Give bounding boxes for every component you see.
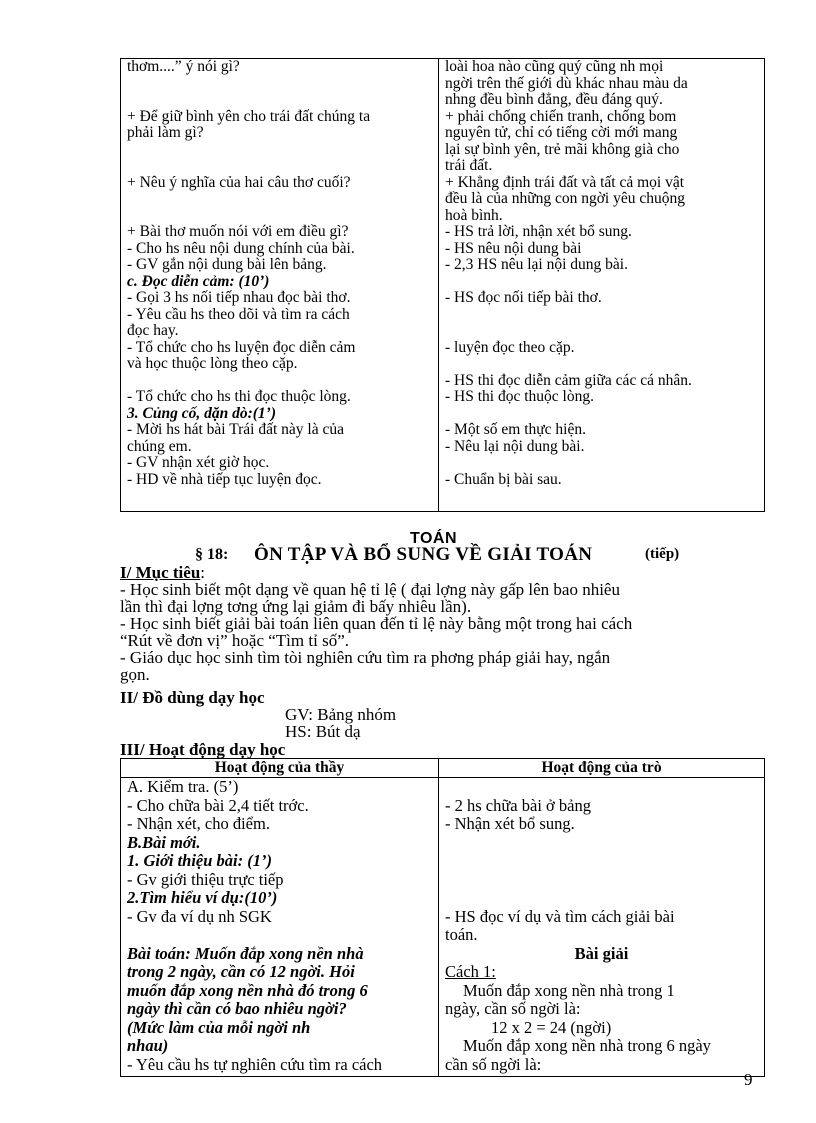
- text-line: [127, 208, 432, 225]
- text-line: phải làm gì?: [127, 125, 204, 141]
- text-line: - HS nêu nội dung bài: [445, 240, 582, 257]
- text-line: đều là của những con ngời yêu chuộng: [445, 191, 685, 207]
- text-line: - GV gắn nội dung bài lên bảng.: [127, 257, 327, 273]
- text-line: cần số ngời là:: [445, 1055, 542, 1074]
- text-line: Muốn đắp xong nền nhà trong 1: [463, 981, 675, 1000]
- text-line: - Nêu lại nội dung bài.: [445, 438, 585, 455]
- objectives-heading: I/ Mục tiêu: [120, 563, 201, 582]
- text-line: [445, 406, 758, 423]
- text-line: nhau): [127, 1037, 169, 1055]
- text-line: - HS trả lời, nhận xét bổ sung.: [445, 224, 632, 240]
- objective-line: lần thì đại lợng tơng ứng lại giảm đi bấy nhiêu lần).: [120, 597, 472, 616]
- text-line: [445, 455, 758, 472]
- text-line: [445, 871, 758, 890]
- text-line: - Yêu cầu hs theo dõi và tìm ra cách: [127, 306, 350, 323]
- text-line: c. Đọc diễn cảm: (10’): [127, 273, 270, 290]
- objective-line: - Học sinh biết một dạng về quan hệ tỉ lệ ( đại lợng này gấp lên bao nhiêu: [120, 580, 620, 599]
- text-line: + Khẳng định trái đất và tất cả mọi vật: [445, 174, 685, 191]
- materials-gv: GV: Bảng nhóm: [285, 705, 397, 724]
- text-line: - HS thi đọc diễn cảm giữa các cá nhân.: [445, 372, 692, 389]
- objective-line: - Giáo dục học sinh tìm tòi nghiên cứu tìm ra phơng pháp giải hay, ngắn: [120, 648, 611, 667]
- text-line: A. Kiểm tra. (5’): [127, 778, 239, 796]
- text-line: [445, 889, 758, 908]
- page-number: 9: [744, 1070, 753, 1089]
- text-line: [127, 191, 432, 208]
- activities-section: [120, 741, 760, 758]
- text-line: B.Bài mới.: [127, 833, 201, 852]
- materials-section: [120, 689, 760, 740]
- text-line: - Gọi 3 hs nối tiếp nhau đọc bài thơ.: [127, 290, 351, 306]
- text-line: - Cho hs nêu nội dung chính của bài.: [127, 240, 355, 257]
- lesson-title-suffix: (tiếp): [645, 546, 680, 562]
- text-line: [127, 142, 432, 159]
- student-column: [439, 778, 765, 1077]
- text-line: nhng đều bình đẳng, đều đáng quý.: [445, 92, 663, 108]
- subject-title: TOÁN: [410, 530, 458, 547]
- text-line: 12 x 2 = 24 (ngời): [491, 1018, 612, 1037]
- text-line: - Tổ chức cho hs luyện đọc diễn cảm: [127, 339, 356, 356]
- text-line: trái đất.: [445, 158, 493, 174]
- text-line: Muốn đắp xong nền nhà trong 6 ngày: [463, 1037, 711, 1055]
- text-line: - HS đọc nối tiếp bài thơ.: [445, 290, 602, 306]
- teacher-column: [121, 59, 439, 512]
- text-line: chúng em.: [127, 438, 192, 455]
- objectives-heading-colon: :: [200, 563, 206, 582]
- text-line: [127, 926, 432, 945]
- text-line: Bài toán: Muốn đắp xong nền nhà: [127, 944, 364, 963]
- text-line: - HD về nhà tiếp tục luyện đọc.: [127, 471, 322, 488]
- text-line: 2.Tìm hiểu ví dụ:(10’): [127, 889, 278, 907]
- text-line: + Để giữ bình yên cho trái đất chúng ta: [127, 108, 371, 125]
- text-line: - 2,3 HS nêu lại nội dung bài.: [445, 257, 628, 273]
- text-line: - Gv đa ví dụ nh SGK: [127, 907, 272, 926]
- text-line: (Mức làm của mỗi ngời nh: [127, 1018, 311, 1037]
- text-line: - Gv giới thiệu trực tiếp: [127, 870, 284, 889]
- text-line: ngời trên thế giới dù khác nhau màu da: [445, 75, 688, 92]
- text-line: - HS đọc ví dụ và tìm cách giải bài: [445, 907, 675, 926]
- header-student: Hoạt động của trò: [439, 759, 765, 778]
- text-line: [127, 92, 432, 109]
- text-line: lại sự bình yên, trẻ mãi không già cho: [445, 141, 680, 158]
- student-column: [439, 59, 765, 512]
- materials-heading: II/ Đồ dùng dạy học: [120, 688, 265, 707]
- text-line: 3. Củng cố, dặn dò:(1’): [127, 405, 276, 422]
- text-line: đọc hay.: [127, 323, 179, 339]
- text-line: - luyện đọc theo cặp.: [445, 339, 575, 356]
- activity-table-continued: [120, 58, 765, 512]
- objective-line: - Học sinh biết giải bài toán liên quan đến tỉ lệ này bằng một trong hai cách: [120, 614, 633, 633]
- text-line: Cách 1:: [445, 963, 496, 981]
- text-line: - Chuẩn bị bài sau.: [445, 471, 562, 488]
- text-line: + phải chống chiến tranh, chống bom: [445, 108, 677, 125]
- text-line: trong 2 ngày, cần có 12 ngời. Hỏi: [127, 963, 355, 981]
- text-line: 1. Giới thiệu bài: (1’): [127, 852, 272, 870]
- text-line: - 2 hs chữa bài ở bảng: [445, 796, 591, 815]
- activity-table: [120, 758, 765, 1077]
- activities-heading: III/ Hoạt động dạy học: [120, 740, 286, 759]
- text-line: Bài giải: [574, 944, 629, 963]
- text-line: [445, 778, 758, 797]
- text-line: [445, 307, 758, 324]
- text-line: + Nêu ý nghĩa của hai câu thơ cuối?: [127, 174, 351, 191]
- text-line: [127, 76, 432, 93]
- objective-line: gọn.: [120, 665, 150, 684]
- objective-line: “Rút về đơn vị” hoặc “Tìm tỉ số”.: [120, 631, 349, 650]
- text-line: thơm....” ý nói gì?: [127, 59, 240, 75]
- text-line: - Cho chữa bài 2,4 tiết trớc.: [127, 796, 309, 815]
- text-line: muốn đắp xong nền nhà đó trong 6: [127, 981, 368, 1000]
- text-line: [445, 834, 758, 853]
- text-line: ngày, cần số ngời là:: [445, 1000, 581, 1018]
- header-teacher: Hoạt động của thầy: [121, 759, 439, 778]
- text-line: [127, 373, 432, 390]
- text-line: - GV nhận xét giờ học.: [127, 455, 270, 471]
- text-line: - Một số em thực hiện.: [445, 422, 586, 438]
- text-line: [445, 274, 758, 291]
- lesson-number: § 18:: [195, 546, 229, 563]
- materials-hs: HS: Bút dạ: [285, 722, 361, 741]
- text-line: - Tổ chức cho hs thi đọc thuộc lòng.: [127, 389, 351, 405]
- lesson-title: ÔN TẬP VÀ BỔ SUNG VỀ GIẢI TOÁN: [254, 544, 593, 565]
- text-line: [445, 323, 758, 340]
- text-line: - HS thi đọc thuộc lòng.: [445, 389, 594, 405]
- text-line: - Mời hs hát bài Trái đất này là của: [127, 422, 344, 438]
- text-line: - Nhận xét bổ sung.: [445, 815, 575, 833]
- teacher-column: [121, 778, 439, 1077]
- text-line: nguyên tử, chỉ có tiếng cời mới mang: [445, 125, 678, 141]
- text-line: [445, 852, 758, 871]
- text-line: ngày thì cần có bao nhiêu ngời?: [127, 1000, 347, 1018]
- text-line: - Nhận xét, cho điểm.: [127, 815, 270, 833]
- text-line: + Bài thơ muốn nói với em điều gì?: [127, 224, 349, 240]
- text-line: toán.: [445, 926, 478, 944]
- text-line: loài hoa nào cũng quý cũng nh mọi: [445, 59, 664, 75]
- objectives-section: [120, 564, 760, 683]
- text-line: - Yêu cầu hs tự nghiên cứu tìm ra cách: [127, 1055, 383, 1074]
- text-line: [127, 158, 432, 175]
- text-line: hoà bình.: [445, 207, 503, 224]
- text-line: [445, 356, 758, 373]
- text-line: và học thuộc lòng theo cặp.: [127, 356, 298, 372]
